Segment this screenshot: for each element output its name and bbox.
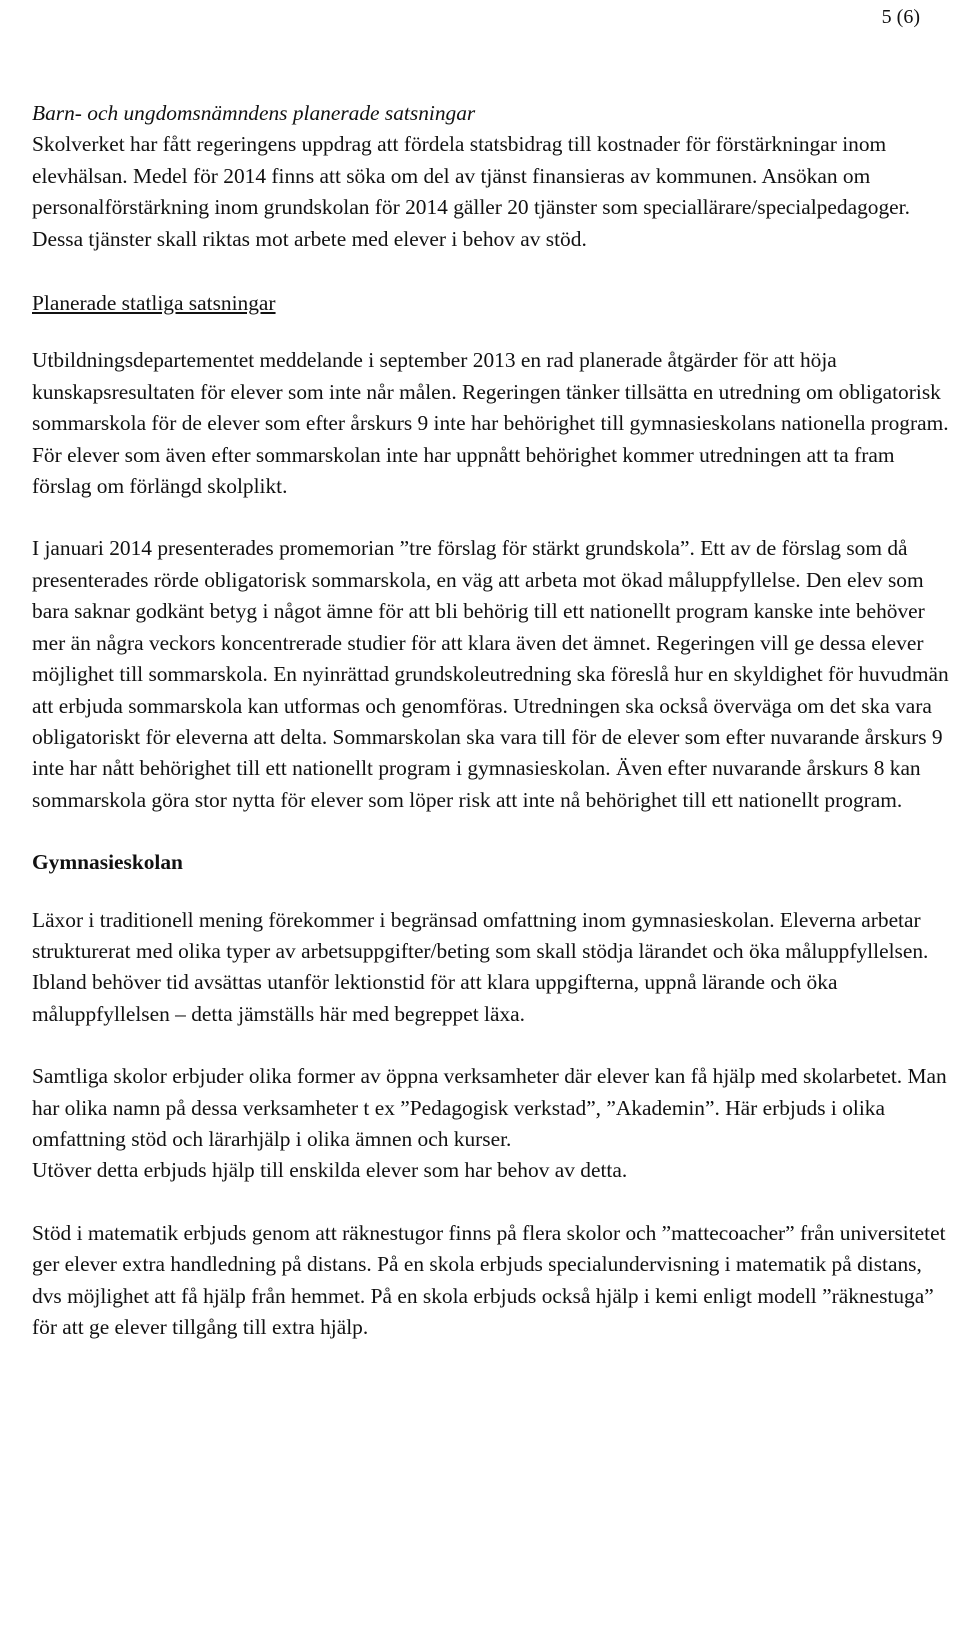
section-heading-gymnasieskolan: Gymnasieskolan — [32, 850, 183, 875]
paragraph-promemoria: I januari 2014 presenterades promemorian ”tre förslag för stärkt grundskola”. Ett av de förslag som då presenterades rörde obligatorisk sommarskola, en väg att arbeta mot ökad måluppfyllelse. Den elev som bara saknar godkänt betyg i något ämne för att bli behörig till ett nationellt program kanske inte behöver mer än några veckors koncentrerade studier för att klara även det ämnet. Regeringen vill ge dessa elever möjlighet till sommarskola. En nyinrättad grundskoleutredning ska föreslå hur en skyldighet för huvudmän att erbjuda sommarskola kan utformas och genomföras. Utredningen ska också överväga om det ska vara obligatoriskt för eleverna att delta. Sommarskolan ska vara till för de elever som efter nuvarande årskurs 9 inte har nått behörighet till ett nationellt program i gymnasieskolan. Även efter nuvarande årskurs 8 kan sommarskola göra stor nytta för elever som löper risk att inte nå behörighet till ett nationellt program. — [32, 536, 949, 812]
section-heading-planned-initiatives: Barn- och ungdomsnämndens planerade satsningar — [32, 101, 476, 125]
section-heading-state-initiatives: Planerade statliga satsningar — [32, 291, 276, 316]
page-number: 5 (6) — [881, 6, 920, 28]
paragraph-matematik: Stöd i matematik erbjuds genom att räknestugor finns på flera skolor och ”mattecoacher” från universitetet ger elever extra handledning på distans. På en skola erbjuds specialundervisning i matematik på distans, dvs möjlighet att få hjälp från hemmet. På en skola erbjuds också hjälp i kemi enligt modell ”räknestuga” för att ge elever tillgång till extra hjälp. — [32, 1220, 946, 1339]
paragraph-laxor: Läxor i traditionell mening förekommer i begränsad omfattning inom gymnasieskolan. Eleverna arbetar strukturerat med olika typer av arbetsuppgifter/beting som skall stödja lärandet och öka måluppfyllelsen. Ibland behöver tid avsättas utanför lektionstid för att klara uppgifterna, uppnå lärande och öka måluppfyllelsen – detta jämställs här med begreppet läxa. — [32, 907, 929, 1026]
paragraph-oppna-verksamheter: Samtliga skolor erbjuder olika former av öppna verksamheter där elever kan få hjälp med skolarbetet. Man har olika namn på dessa verksamheter t ex ”Pedagogisk verkstad”, ”Akademin”. Här erbjuds i olika omfattning stöd och lärarhjälp i olika ämnen och kurser. — [32, 1064, 947, 1151]
paragraph-utbildningsdepartementet: Utbildningsdepartementet meddelande i september 2013 en rad planerade åtgärder för att höja kunskapsresultaten för elever som inte når målen. Regeringen tänker tillsätta en utredning om obligatorisk sommarskola för de elever som efter årskurs 9 inte har behörighet till gymnasieskolans nationella program. För elever som även efter sommarskolan inte har uppnått behörighet kommer utredningen att ta fram förslag om förlängd skolplikt. — [32, 348, 949, 499]
paragraph-elevhalsan: Skolverket har fått regeringens uppdrag att fördela statsbidrag till kostnader för förstärkningar inom elevhälsan. Medel för 2014 finns att söka om del av tjänst finansieras av kommunen. Ansökan om personalförstärkning inom grundskolan för 2014 gäller 20 tjänster som speciallärare/specialpedagoger. Dessa tjänster skall riktas mot arbete med elever i behov av stöd. — [32, 132, 910, 251]
document-body — [32, 98, 952, 1343]
paragraph-enskilda-elever: Utöver detta erbjuds hjälp till enskilda elever som har behov av detta. — [32, 1158, 628, 1183]
